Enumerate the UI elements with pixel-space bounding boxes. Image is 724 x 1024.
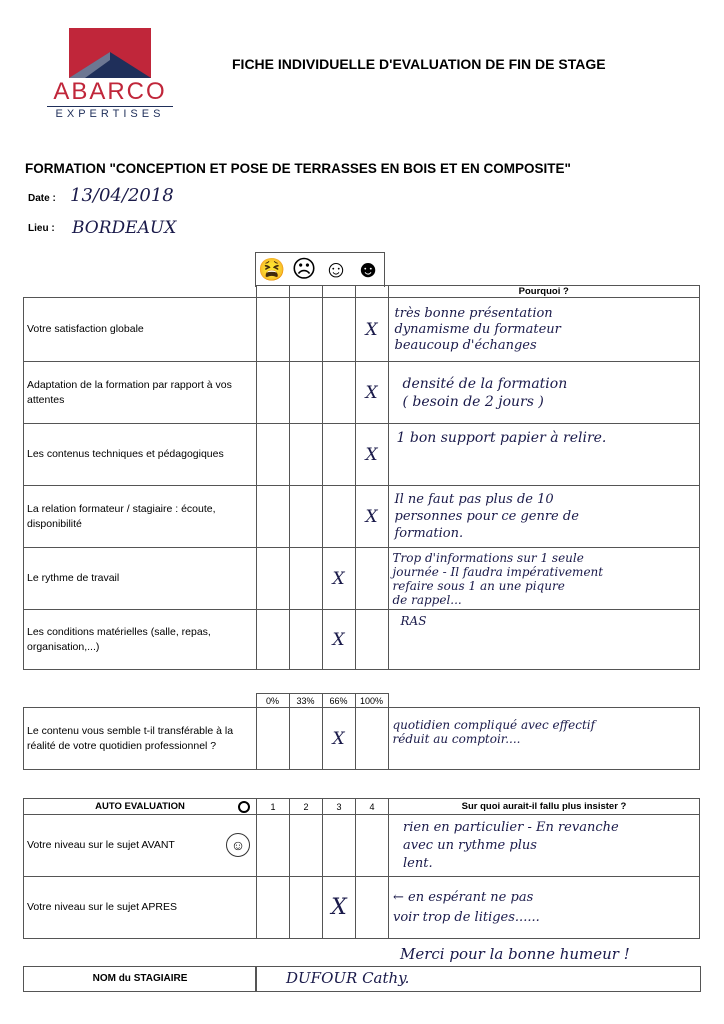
stagiaire-label: NOM du STAGIAIRE	[92, 973, 188, 984]
auto-evaluation-table	[23, 798, 700, 939]
document-title: FICHE INDIVIDUELLE D'EVALUATION DE FIN DE STAGE	[232, 56, 606, 72]
table-row	[24, 877, 700, 939]
date-value: 13/04/2018	[70, 185, 174, 206]
row-comment: ← en espérant ne pas voir trop de litiges......	[389, 877, 700, 939]
transfer-mark: X	[322, 708, 355, 770]
circle-mark-icon	[238, 801, 250, 813]
logo-mark-icon	[45, 22, 175, 84]
smile-smiley-icon: ☺	[323, 256, 349, 283]
auto-evaluation-header: AUTO EVALUATION	[24, 799, 257, 815]
row-label: Le rythme de travail	[24, 548, 257, 610]
row-label: Le contenu vous semble t-il transférable à la réalité de votre quotidien professionnel ?	[24, 708, 257, 770]
row-label: Votre satisfaction globale	[24, 298, 257, 362]
hand-drawn-smiley-icon: ☺	[226, 833, 250, 857]
table-row	[24, 362, 700, 424]
pct-header: 33%	[289, 694, 322, 708]
table-row	[24, 610, 700, 670]
satisfaction-mark: X	[322, 610, 355, 670]
row-label: Adaptation de la formation par rapport à vos attentes	[24, 362, 257, 424]
row-comment: rien en particulier - En revanche avec un rythme plus lent.	[389, 815, 700, 877]
smiley-row	[255, 252, 385, 287]
stagiaire-value: DUFOUR Cathy.	[286, 969, 410, 987]
row-comment: très bonne présentation dynamisme du formateur beaucoup d'échanges	[388, 298, 700, 362]
date-label: Date :	[28, 193, 56, 204]
logo-name: ABARCO	[53, 78, 167, 105]
pourquoi-header: Pourquoi ?	[388, 286, 700, 298]
row-comment: densité de la formation ( besoin de 2 jours )	[388, 362, 700, 424]
row-comment: 1 bon support papier à relire.	[388, 424, 700, 486]
satisfaction-mark: X	[355, 362, 388, 424]
row-label: La relation formateur / stagiaire : écoute, disponibilité	[24, 486, 257, 548]
table-row	[24, 298, 700, 362]
row-comment: quotidien compliqué avec effectif réduit au comptoir....	[388, 708, 700, 770]
table-row	[24, 424, 700, 486]
transfer-table	[23, 693, 700, 770]
table-row	[24, 815, 700, 877]
stagiaire-label-box	[23, 966, 257, 992]
insist-header: Sur quoi aurait-il fallu plus insister ?	[389, 799, 700, 815]
table-row	[24, 548, 700, 610]
auto-mark: X	[323, 877, 356, 939]
sad-smiley-icon: ☹	[291, 256, 317, 283]
scale-header: 2	[290, 799, 323, 815]
pct-header: 66%	[322, 694, 355, 708]
scale-header: 3	[323, 799, 356, 815]
row-label: Votre niveau sur le sujet AVANT ☺	[24, 815, 257, 877]
satisfaction-mark: X	[322, 548, 355, 610]
scale-header: 4	[356, 799, 389, 815]
satisfaction-table	[23, 285, 700, 670]
thanks-note: Merci pour la bonne humeur !	[400, 945, 630, 963]
lieu-value: BORDEAUX	[72, 218, 177, 238]
logo-divider	[47, 106, 173, 107]
scale-header: 1	[257, 799, 290, 815]
abarco-logo	[45, 22, 175, 122]
satisfaction-mark: X	[355, 298, 388, 362]
satisfaction-mark: X	[355, 486, 388, 548]
row-label: Les contenus techniques et pédagogiques	[24, 424, 257, 486]
satisfaction-mark: X	[355, 424, 388, 486]
stagiaire-value-box	[255, 966, 701, 992]
row-label: Les conditions matérielles (salle, repas, organisation,...)	[24, 610, 257, 670]
row-comment: Trop d'informations sur 1 seule journée - Il faudra impérativement refaire sous 1 an une piqure de rappel...	[388, 548, 700, 610]
pct-header: 0%	[256, 694, 289, 708]
row-label: Votre niveau sur le sujet APRES	[24, 877, 257, 939]
row-comment: RAS	[388, 610, 700, 670]
lieu-label: Lieu :	[28, 223, 55, 234]
logo-sub: EXPERTISES	[55, 108, 165, 120]
table-row	[24, 486, 700, 548]
table-row	[24, 708, 700, 770]
grin-smiley-icon: ☻	[355, 256, 381, 283]
very-sad-smiley-icon: 😫	[258, 257, 286, 282]
pct-header: 100%	[355, 694, 388, 708]
row-comment: Il ne faut pas plus de 10 personnes pour ce genre de formation.	[388, 486, 700, 548]
formation-title: FORMATION "CONCEPTION ET POSE DE TERRASSES EN BOIS ET EN COMPOSITE"	[25, 161, 571, 176]
